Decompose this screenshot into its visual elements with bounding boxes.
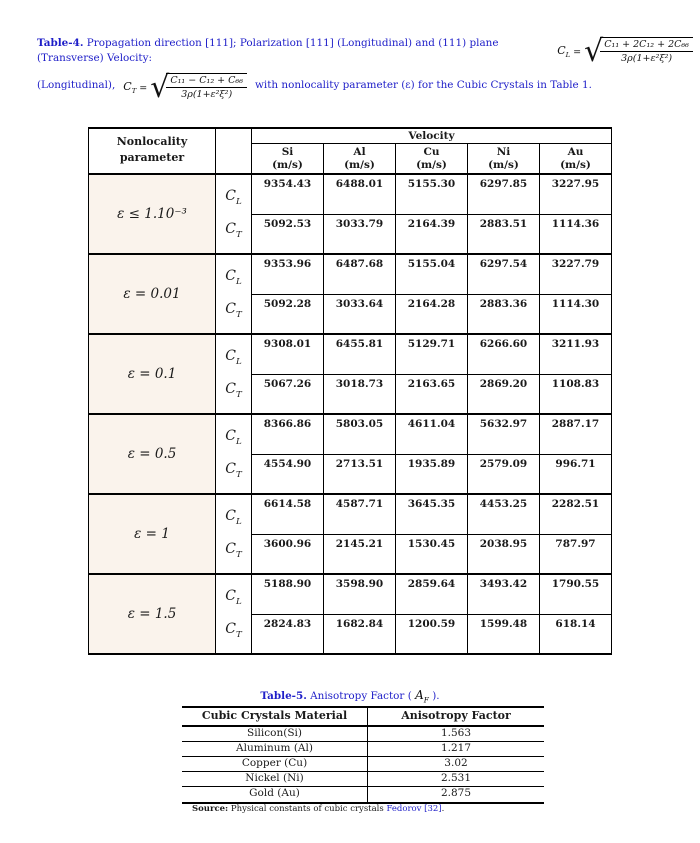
material-name: Aluminum (Al): [182, 742, 368, 756]
cl-label: $C_L$: [225, 428, 242, 448]
velocity-value: 2164.39: [396, 215, 468, 254]
radical-expression: [584, 36, 693, 68]
velocity-value: 9308.01: [252, 335, 324, 374]
velocity-values: [252, 575, 611, 653]
table4-velocity-table: [88, 127, 612, 655]
material-name: Copper (Cu): [182, 757, 368, 771]
fraction-numerator: C₁₁ − C₁₂ + C₆₆: [166, 74, 247, 88]
epsilon-value: ε = 0.5: [127, 446, 177, 462]
velocity-value: 1530.45: [396, 535, 468, 574]
velocity-value: 6488.01: [324, 175, 396, 214]
cl-row: [252, 175, 611, 215]
table4-caption-body1: Propagation direction [111]; Polarization [111] (Longitudinal) and (111) plane (Transverse) Velocity:: [37, 37, 499, 64]
formula-longitudinal: [557, 36, 693, 68]
equals-sign: =: [139, 82, 148, 94]
ct-label: $C_T$: [225, 300, 242, 320]
cl-row: [252, 575, 611, 615]
formula-ct-symbol: $C_T$: [123, 80, 137, 96]
velocity-value: 2713.51: [324, 455, 396, 494]
ct-label: $C_T$: [225, 460, 242, 480]
velocity-value: 3018.73: [324, 375, 396, 414]
velocity-value: 2282.51: [551, 498, 600, 510]
material-header-au: Au (m/s): [560, 146, 591, 171]
nonlocality-parameter-header: Nonlocality parameter: [89, 129, 216, 173]
velocity-header-group: [252, 129, 611, 173]
source-period: .: [441, 804, 445, 814]
velocity-value: 5067.26: [252, 375, 324, 414]
velocity-value: 5632.97: [468, 415, 540, 454]
velocity-value: 2883.51: [468, 215, 540, 254]
cl-label: $C_L$: [225, 588, 242, 608]
table5-caption-text: Anisotropy Factor (: [310, 690, 412, 702]
ct-label: $C_T$: [225, 620, 242, 640]
factor-column-header: Anisotropy Factor: [401, 709, 511, 722]
wave-mode-cell: [216, 255, 252, 333]
velocity-value: 9353.96: [252, 255, 324, 294]
radical-sign: √: [150, 70, 170, 105]
fraction-denominator: 3ρ(1+ε²ξ²): [621, 53, 673, 64]
source-text: Physical constants of cubic crystals: [228, 804, 387, 814]
material-header-cu: Cu (m/s): [396, 144, 468, 173]
material-headers: [252, 144, 611, 173]
wave-mode-cell: [216, 495, 252, 573]
fraction-numerator: C₁₁ + 2C₁₂ + 2C₆₆: [600, 38, 693, 52]
velocity-value: 6614.58: [252, 495, 324, 534]
ct-row: [252, 455, 611, 494]
velocity-value: 4587.71: [324, 495, 396, 534]
table5-source-note: [192, 804, 444, 814]
table-row: [182, 742, 544, 757]
velocity-value: 5155.30: [396, 175, 468, 214]
epsilon-cell: [89, 575, 216, 653]
velocity-values: [252, 415, 611, 493]
velocity-value: 1682.84: [324, 615, 396, 654]
epsilon-cell: [89, 335, 216, 413]
table4-caption-text1: [37, 36, 551, 66]
anisotropy-value: 3.02: [444, 757, 468, 769]
velocity-value: 996.71: [555, 457, 596, 470]
velocity-value: 2824.83: [252, 615, 324, 654]
material-name: Gold (Au): [182, 787, 368, 802]
velocity-values: [252, 255, 611, 333]
velocity-value: 2163.65: [396, 375, 468, 414]
velocity-value: 1200.59: [396, 615, 468, 654]
cl-label: $C_L$: [225, 188, 242, 208]
fraction-denominator: 3ρ(1+ε²ξ²): [181, 89, 233, 100]
wave-mode-cell: [216, 415, 252, 493]
table5-header: [182, 708, 544, 727]
velocity-value: 3598.90: [324, 575, 396, 614]
velocity-value: 6266.60: [468, 335, 540, 374]
velocity-value: 2164.28: [396, 295, 468, 334]
cl-label: $C_L$: [225, 268, 242, 288]
velocity-value: 787.97: [555, 537, 596, 550]
cl-label: $C_L$: [225, 508, 242, 528]
table5-caption-label: Table-5.: [260, 690, 307, 702]
velocity-values: [252, 335, 611, 413]
cl-row: [252, 255, 611, 295]
table4-caption-label: Table-4.: [37, 37, 84, 49]
velocity-value: 6455.81: [324, 335, 396, 374]
velocity-value: 2883.36: [468, 295, 540, 334]
formula-transverse: [123, 72, 247, 104]
velocity-value: 3033.79: [324, 215, 396, 254]
cl-row: [252, 495, 611, 535]
fraction: [600, 37, 693, 65]
velocity-value: 5092.28: [252, 295, 324, 334]
velocity-value: 8366.86: [252, 415, 324, 454]
velocity-value: 1114.30: [551, 297, 600, 310]
wave-mode-header-cell: [216, 129, 252, 173]
epsilon-value: ε = 0.1: [127, 366, 177, 382]
velocity-value: 2869.20: [468, 375, 540, 414]
ct-row: [252, 615, 611, 654]
epsilon-cell: [89, 175, 216, 253]
material-header-al: Al (m/s): [324, 144, 396, 173]
table-row: [182, 772, 544, 787]
material-name: Nickel (Ni): [182, 772, 368, 786]
table-row: [182, 787, 544, 802]
material-name: Silicon(Si): [182, 727, 368, 741]
ct-row: [252, 375, 611, 414]
velocity-value: 1114.36: [551, 217, 600, 230]
velocity-value: 5092.53: [252, 215, 324, 254]
velocity-value: 2038.95: [468, 535, 540, 574]
table-row-group: [89, 413, 611, 493]
equals-sign: =: [573, 46, 582, 58]
velocity-value: 3227.79: [551, 258, 600, 270]
ct-row: [252, 295, 611, 334]
material-column-header: Cubic Crystals Material: [182, 708, 368, 725]
table-row-group: [89, 173, 611, 253]
ct-label: $C_T$: [225, 380, 242, 400]
velocity-value: 3645.35: [396, 495, 468, 534]
velocity-value: 618.14: [555, 617, 596, 630]
velocity-value: 3033.64: [324, 295, 396, 334]
velocity-value: 3600.96: [252, 535, 324, 574]
velocity-value: 6297.54: [468, 255, 540, 294]
table-row: [182, 727, 544, 742]
epsilon-value: ε ≤ 1.10⁻³: [117, 206, 187, 222]
ct-row: [252, 215, 611, 254]
epsilon-value: ε = 1: [134, 526, 170, 542]
wave-mode-cell: [216, 335, 252, 413]
cl-label: $C_L$: [225, 348, 242, 368]
citation-link[interactable]: Fedorov [32]: [386, 804, 442, 814]
velocity-value: 2145.21: [324, 535, 396, 574]
velocity-value: 4611.04: [396, 415, 468, 454]
table4-caption-suffix2: with nonlocality parameter (ε) for the Cubic Crystals in Table 1.: [255, 79, 592, 91]
velocity-value: 4554.90: [252, 455, 324, 494]
velocity-value: 4453.25: [468, 495, 540, 534]
velocity-value: 5188.90: [252, 575, 324, 614]
source-label: Source:: [192, 804, 229, 814]
epsilon-value: ε = 0.01: [123, 286, 181, 302]
velocity-value: 2579.09: [468, 455, 540, 494]
velocity-value: 5155.04: [396, 255, 468, 294]
table5-caption: [0, 688, 700, 704]
anisotropy-value: 1.217: [440, 742, 472, 754]
fraction: [166, 73, 247, 101]
velocity-value: 5129.71: [396, 335, 468, 374]
epsilon-cell: [89, 255, 216, 333]
material-header-ni: Ni (m/s): [468, 144, 540, 173]
velocity-value: 1599.48: [468, 615, 540, 654]
material-header-si: Si (m/s): [252, 144, 324, 173]
table-row-group: [89, 493, 611, 573]
velocity-values: [252, 495, 611, 573]
velocity-values: [252, 175, 611, 253]
table-row-group: [89, 333, 611, 413]
anisotropy-factor-symbol: $A_F$: [415, 688, 429, 705]
table5-caption-close: ).: [432, 690, 440, 702]
velocity-value: 6487.68: [324, 255, 396, 294]
velocity-value: 3227.95: [551, 178, 600, 190]
ct-label: $C_T$: [225, 540, 242, 560]
wave-mode-cell: [216, 575, 252, 653]
table-row-group: [89, 253, 611, 333]
ct-row: [252, 535, 611, 574]
velocity-value: 1108.83: [551, 377, 600, 390]
cl-row: [252, 335, 611, 375]
anisotropy-value: 2.531: [440, 772, 472, 784]
epsilon-cell: [89, 415, 216, 493]
velocity-value: 2859.64: [396, 575, 468, 614]
velocity-value: 9354.43: [252, 175, 324, 214]
table-row-group: [89, 573, 611, 653]
velocity-header: Velocity: [252, 129, 611, 144]
velocity-value: 3211.93: [551, 338, 600, 350]
ct-label: $C_T$: [225, 220, 242, 240]
velocity-value: 6297.85: [468, 175, 540, 214]
table-row: [182, 757, 544, 772]
anisotropy-value: 2.875: [440, 787, 472, 799]
formula-cl-symbol: $C_L$: [557, 44, 571, 60]
velocity-value: 1935.89: [396, 455, 468, 494]
table4-header: [89, 129, 611, 173]
velocity-value: 5803.05: [324, 415, 396, 454]
radical-expression: [150, 72, 247, 104]
table4-caption-line2: [37, 72, 667, 104]
radical-sign: √: [584, 34, 604, 69]
anisotropy-value: 1.563: [440, 727, 472, 739]
velocity-value: 1790.55: [551, 578, 600, 590]
table5-anisotropy-table: [182, 706, 544, 804]
table4-caption-line1: [37, 36, 693, 68]
wave-mode-cell: [216, 175, 252, 253]
epsilon-value: ε = 1.5: [127, 606, 177, 622]
velocity-value: 2887.17: [551, 418, 600, 430]
cl-row: [252, 415, 611, 455]
epsilon-cell: [89, 495, 216, 573]
velocity-value: 3493.42: [468, 575, 540, 614]
table4-caption-prefix2: (Longitudinal),: [37, 79, 116, 91]
